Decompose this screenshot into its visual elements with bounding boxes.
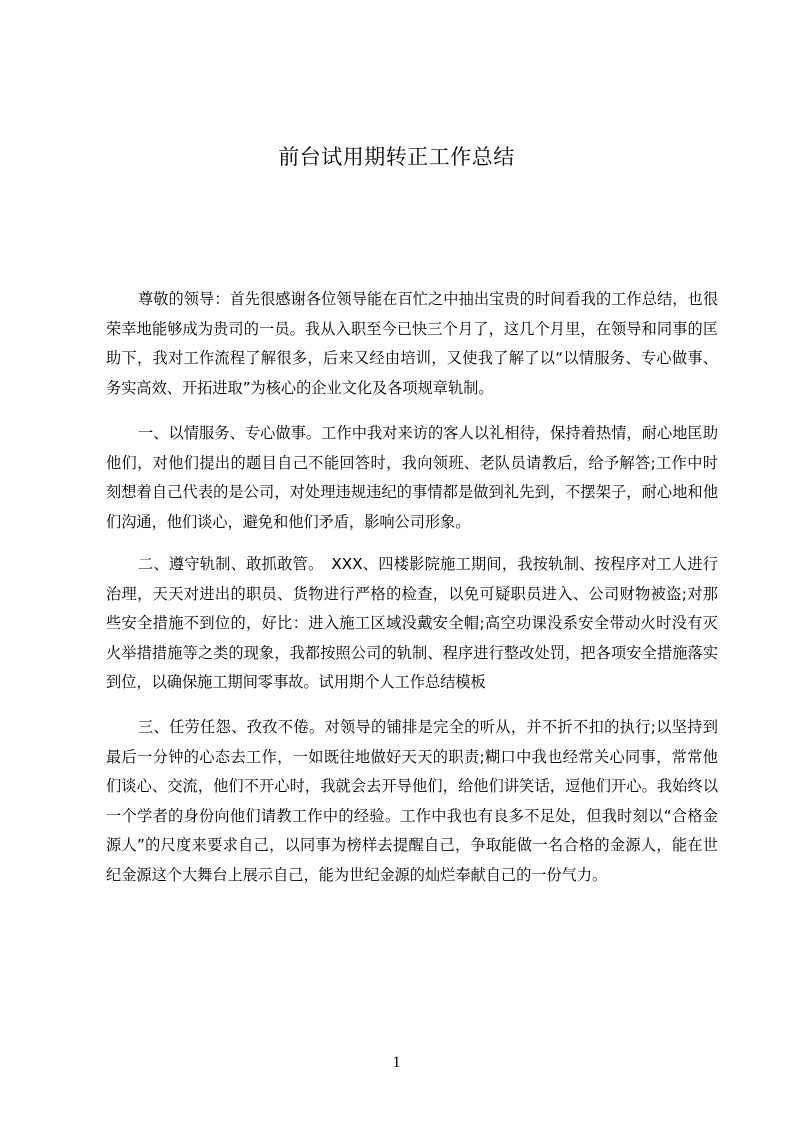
paragraph-section-three: 三、任劳任怨、孜孜不倦。对领导的铺排是完全的听从，并不折不扣的执行;以坚持到最后一分钟的心态去工作，一如既往地做好天天的职责;糊口中我也经常关心同事，常常他们谈心、交流，他们不开心时，我就会去开导他们，给他们讲笑话，逗他们开心。我始终以一个学者的身份向他们请教工作中的经验。工作中我也有良多不足处，但我时刻以“合格金源人”的尺度来要求自己，以同事为榜样去提醒自己，争取能做一名合格的金源人，能在世纪金源这个大舞台上展示自己，能为世纪金源的灿烂奉献自己的一份气力。: [106, 718, 718, 884]
paragraph-section-one: 一、以情服务、专心做事。工作中我对来访的客人以礼相待，保持着热情，耐心地匡助他们，对他们提出的题目自己不能回答时，我向领班、老队员请教后，给予解答;工作中时刻想着自己代表的是公司，对处理违规违纪的事情都是做到礼先到，不摆架子，耐心地和他们沟通，他们谈心，避免和他们矛盾，影响公司形象。: [106, 424, 718, 531]
page-number: 1: [392, 1054, 401, 1071]
paragraph-section-two: 二、遵守轨制、敢抓敢管。 XXX、四楼影院施工期间，我按轨制、按程序对工人进行治理，天天对进出的职员、货物进行严格的检查，以免可疑职员进入、公司财物被盗;对那些安全措施不到位的，好比：进入施工区域没戴安全帽;高空功课没系安全带动火时没有灭火举措措施等之类的现象，我都按照公司的轨制、程序进行整改处罚，把各项安全措施落实到位，以确保施工期间零事故。试用期个人工作总结模板: [106, 555, 718, 691]
document-title: 前台试用期转正工作总结: [278, 145, 515, 169]
paragraph-greeting: 尊敬的领导：首先很感谢各位领导能在百忙之中抽出宝贵的时间看我的工作总结，也很荣幸地能够成为贵司的一员。我从入职至今已快三个月了，这几个月里，在领导和同事的匡助下，我对工作流程了解很多，后来又经由培训，又使我了解了以“以情服务、专心做事、务实高效、开拓进取”为核心的企业文化及各项规章轨制。: [106, 290, 718, 397]
